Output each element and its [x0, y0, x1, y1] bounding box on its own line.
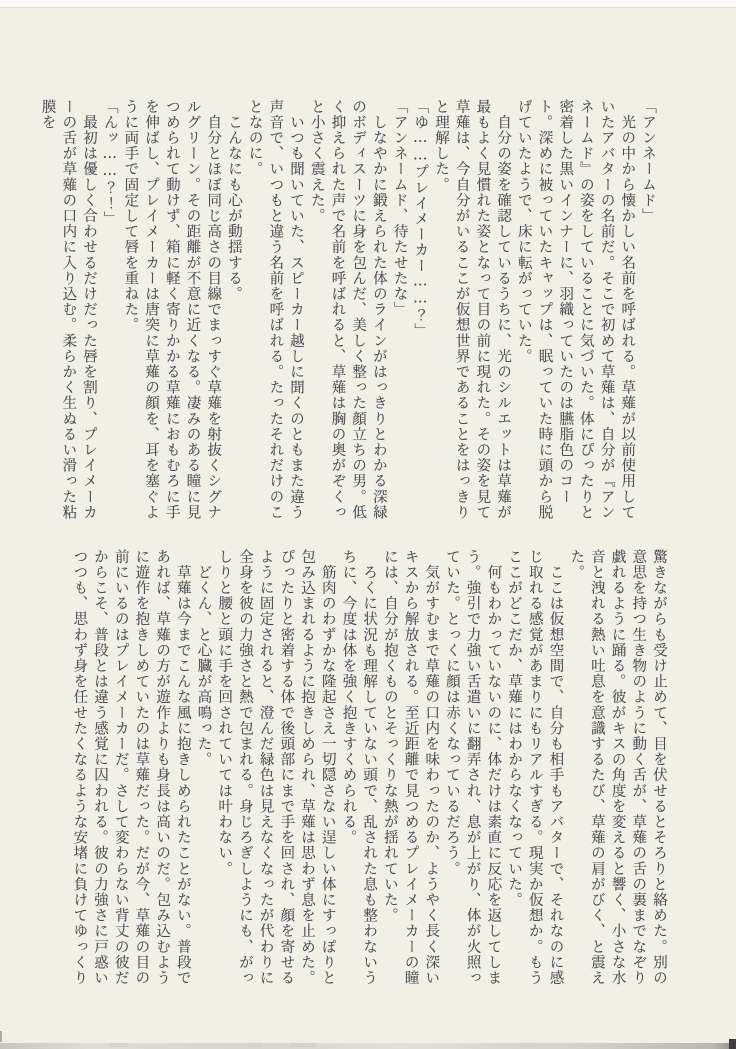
- paragraph: ろくに状況も理解していない頭で、乱された息も整わないうちに、今度は体を強く抱きすくめられる。: [340, 549, 378, 986]
- paragraph: ここは仮想空間で、自分も相手もアバターで、それなのに感じ取れる感覚があまりにもリアルすぎる。現実か仮想か。もうここがどこだか、草薙にはわからなくなっていた。: [506, 549, 564, 986]
- paragraph: 何もわかっていないのに、体だけは素直に反応を返してしまう。強引で力強い舌遣いに翻弄され、息が上がり、体が火照っていた。とっくに顔は赤くなっているだろう。: [443, 549, 502, 986]
- paragraph: どくん、と心臓が高鳴った。: [195, 549, 212, 768]
- paragraph: こんなにも心が動揺する。: [225, 99, 242, 302]
- paragraph: 「アンネームド、待たせたな」: [391, 99, 408, 318]
- paragraph: 「ゆ……プレイメーカー……？」: [412, 99, 429, 339]
- paragraph: 光の中から懐かしい名前を呼ばれる。草薙が以前使用していたアバターの名前だ。そこで初めて草薙は、自分が『アンネームド』の姿をしていることに気づいた。体にぴったりと密着した黒いインナーに、羽織っていたのは臙脂色のコート。深めに被っていたキャップは、眠っていた時に頭から脱げていたようで、床に転がっていた。: [515, 99, 636, 521]
- scan-smudge: [248, 1043, 262, 1047]
- scan-smudge: [110, 1043, 128, 1047]
- paragraph: 「んッ……？！」: [101, 99, 118, 227]
- text-block-top: [37, 99, 658, 531]
- paragraph: いつも聞いていた、スピーカー越しに聞くのともまた違う声音で、いつもと違う名前を呼ばれる。たったそれだけのことなのに。: [246, 99, 305, 521]
- paragraph: 自分とほぼ同じ高さの目線でまっすぐ草薙を射抜くシグナルグリーン。その距離が不意に近くなる。凄みのある瞳に見つめられて動けず、箱に軽く寄りかかる草薙におもむろに手を伸ばし、プレイメーカーは唐突に草薙の顔を、耳を塞ぐように両手で固定して唇を重ねた。: [122, 99, 222, 521]
- paragraph: 自分の姿を確認しているうちに、光のシルエットは草薙が最もよく見慣れた姿となって目の前に現れた。その姿を見て草薙は、今自分がいるここが仮想世界であることをはっきりと理解した。: [432, 99, 512, 521]
- paragraph: 驚きながらも受け止めて、目を伏せるとそろりと絡めた。別の意思を持つ生き物のように動く舌が、草薙の舌の裏までなぞり戯れるように踊る。彼がキスの角度を変えると響く、小さな水音と洩れる熱い吐息を意識するたび、草薙の肩がびく、と震えた。: [568, 549, 667, 986]
- scan-smudge: [520, 1043, 536, 1047]
- scan-smudge: [290, 1043, 316, 1047]
- page-top-edge: [0, 0, 736, 8]
- paragraph: 筋肉のわずかな隆起さえ一切隠さない逞しい体にすっぽりと包み込まれるように抱きしめられ、草薙は思わず息を止めた。ぴったりと密着する体で後頭部にまで手を回され、顔を寄せるように固定されると、澄んだ緑色は見えなくなったが代わりに全身を彼の力強さと熱で包まれる。身じろぎしようにも、がっしりと腰と頭に手を回されていては叶わない。: [216, 549, 336, 986]
- text-block-bottom: [69, 549, 669, 987]
- paragraph: 最初は優しく合わせるだけだった唇を割り、プレイメーカーの舌が草薙の口内に入り込む。柔らかく生ぬるい滑った粘膜を: [39, 99, 98, 521]
- paragraph: 草薙は今までこんな風に抱きしめられたことがない。普段であれば、草薙の方が遊作よりも身長は高いのだ。包み込むように遊作を抱きしめていたのは草薙だった。だが今、草薙の目の前にいるのはプレイメーカーだ。さして変わらない背丈の彼だからこそ、普段とは違う感覚に囚われる。彼の力強さに戸惑いつつも、思わず身を任せたくなるような安堵に負けてゆっくり: [71, 549, 191, 986]
- paragraph: 「アンネームド」: [640, 99, 656, 224]
- paragraph: しなやかに鍛えられた体のラインがはっきりとわかる深緑のボディスーツに身を包んだ、美しく整った顔立ちの男。低く抑えられた声で名前を呼ばれると、草薙は胸の奥がぞくっと小さく震えた。: [308, 99, 387, 521]
- page-left-edge-mark: [0, 1031, 2, 1042]
- paragraph: 気がすむまで草薙の口内を味わったのか、ようやく長く深いキスから解放される。至近距離で見つめるプレイメーカーの瞳には、自分が抱くものとそっくりな熱が揺れていた。: [381, 549, 440, 986]
- page-corner-mark: [729, 1039, 736, 1049]
